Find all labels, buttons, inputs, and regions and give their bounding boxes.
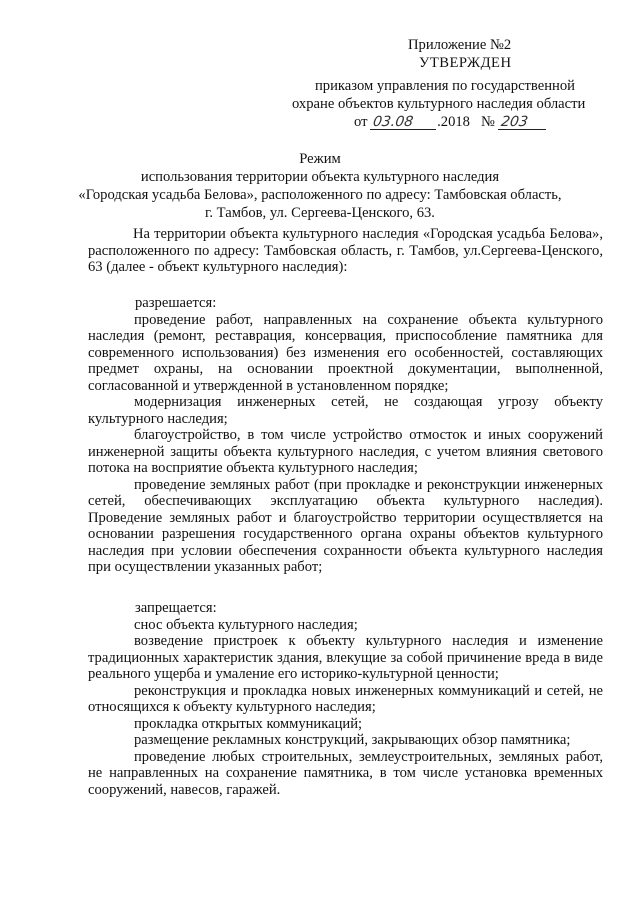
prohibited-item: проведение любых строительных, землеустроительных, земляных работ, не направленных на сохранение памятника, в том числе установка временных сооружений, навесов, гаражей. bbox=[88, 748, 603, 798]
allowed-item: проведение работ, направленных на сохранение объекта культурного наследия (ремонт, реставрация, консервация, приспособление памятника для современного использования) без изменения его особенностей, составляющих предмет охраны, на основании проектной документации, выполненной, согласованной и утвержденной в установленном порядке; bbox=[88, 311, 603, 394]
prohibited-label: запрещается: bbox=[135, 600, 217, 616]
handwritten-date: 03.08 bbox=[370, 115, 438, 130]
prohibited-section bbox=[88, 600, 603, 798]
prohibited-item: реконструкция и прокладка новых инженерных коммуникаций и сетей, не относящихся к объекту культурного наследия; bbox=[88, 682, 603, 715]
title-line-1: использования территории объекта культурного наследия bbox=[140, 169, 500, 185]
prohibited-item: снос объекта культурного наследия; bbox=[134, 616, 358, 633]
number-prefix: № bbox=[480, 114, 495, 130]
handwritten-number: 203 bbox=[497, 115, 547, 130]
document-title bbox=[0, 151, 640, 223]
order-line-2: охране объектов культурного наследия области bbox=[292, 96, 586, 112]
title-line-3: г. Тамбов, ул. Сергеева-Ценского, 63. bbox=[205, 205, 435, 221]
prohibited-item: возведение пристроек к объекту культурного наследия и изменение традиционных характеристик здания, влекущие за собой причинение вреда в виде реального ущерба и умаление его историко-культурной ценности; bbox=[88, 633, 603, 682]
appendix-label: Приложение №2 bbox=[408, 37, 512, 53]
date-year: .2018 bbox=[437, 114, 470, 130]
order-date-row bbox=[354, 114, 547, 131]
allowed-item: благоустройство, в том числе устройство отмосток и иных сооружений инженерной защиты объекта культурного наследия, с учетом влияния светового потока на восприятие объекта культурного наследия; bbox=[88, 427, 603, 476]
intro-paragraph: На территории объекта культурного наследия «Городская усадьба Белова», расположенного по адресу: Тамбовская область, г. Тамбов, ул.Сергеева-Ценского, 63 (далее - объект культурного наследия): bbox=[88, 226, 603, 275]
prohibited-item: прокладка открытых коммуникаций; bbox=[134, 715, 363, 732]
approved-label: УТВЕРЖДЕН bbox=[419, 55, 512, 71]
allowed-item: проведение земляных работ (при прокладке и реконструкции инженерных сетей, обеспечивающих эксплуатацию объекта культурного наследия). Проведение земляных работ и благоустройство территории осуществляется на основании разрешения государственного органа охраны объектов культурного наследия при условии обеспечения сохранности объекта культурного наследия при осуществлении указанных работ; bbox=[88, 476, 603, 575]
allowed-label: разрешается: bbox=[135, 295, 217, 311]
allowed-section bbox=[88, 295, 603, 576]
date-prefix: от bbox=[354, 114, 368, 130]
order-line-1: приказом управления по государственной bbox=[315, 78, 575, 94]
title-heading: Режим bbox=[299, 151, 341, 167]
title-line-2: «Городская усадьба Белова», расположенного по адресу: Тамбовская область, bbox=[78, 187, 562, 203]
allowed-item: модернизация инженерных сетей, не создающая угрозу объекту культурного наследия; bbox=[88, 394, 603, 427]
prohibited-item: размещение рекламных конструкций, закрывающих обзор памятника; bbox=[134, 732, 571, 748]
